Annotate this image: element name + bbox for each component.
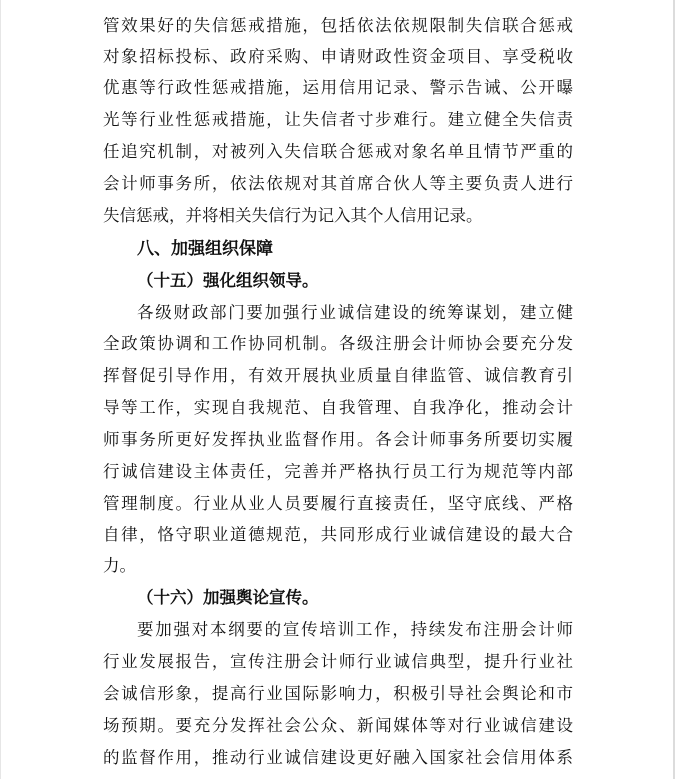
text-line: 挥督促引导作用，有效开展执业质量自律监管、诚信教育引 [103, 366, 573, 385]
text-line: 优惠等行政性惩戒措施，运用信用记录、警示告诫、公开曝 [103, 78, 573, 97]
text-line: 行业发展报告，宣传注册会计师行业诚信典型，提升行业社 [103, 652, 573, 671]
subheading-strengthen-leadership: （十五）强化组织领导。 [137, 271, 319, 290]
text-line: 行诚信建设主体责任，完善并严格执行员工行为规范等内部 [103, 462, 573, 481]
text-line: 要加强对本纲要的宣传培训工作，持续发布注册会计师 [137, 620, 573, 639]
text-line: 管理制度。行业从业人员要履行直接责任，坚守底线、严格 [103, 494, 573, 513]
text-line: 力。 [103, 556, 136, 575]
text-line: 场预期。要充分发挥社会公众、新闻媒体等对行业诚信建设 [103, 716, 573, 735]
text-line: 管效果好的失信惩戒措施，包括依法依规限制失信联合惩戒 [103, 16, 573, 35]
text-line: 对象招标投标、政府采购、申请财政性资金项目、享受税收 [103, 47, 573, 66]
text-line: 会计师事务所，依法依规对其首席合伙人等主要负责人进行 [103, 174, 573, 193]
subheading-public-opinion: （十六）加强舆论宣传。 [137, 588, 319, 607]
text-line: 会诚信形象，提高行业国际影响力，积极引导社会舆论和市 [103, 684, 573, 703]
page-edge-left [0, 0, 1, 779]
text-line: 各级财政部门要加强行业诚信建设的统筹谋划，建立健 [137, 303, 573, 322]
text-line: 任追究机制，对被列入失信联合惩戒对象名单且情节严重的 [103, 142, 573, 161]
section-heading: 八、加强组织保障 [137, 239, 273, 259]
text-line: 师事务所更好发挥执业监督作用。各会计师事务所要切实履 [103, 430, 573, 449]
text-line: 自律，恪守职业道德规范，共同形成行业诚信建设的最大合 [103, 525, 573, 544]
text-line: 全政策协调和工作协同机制。各级注册会计师协会要充分发 [103, 334, 573, 353]
text-line: 失信惩戒，并将相关失信行为记入其个人信用记录。 [103, 206, 483, 225]
text-line: 的监督作用，推动行业诚信建设更好融入国家社会信用体系 [103, 748, 573, 767]
text-line: 导等工作，实现自我规范、自我管理、自我净化，推动会计 [103, 398, 573, 417]
text-line: 光等行业性惩戒措施，让失信者寸步难行。建立健全失信责 [103, 110, 573, 129]
